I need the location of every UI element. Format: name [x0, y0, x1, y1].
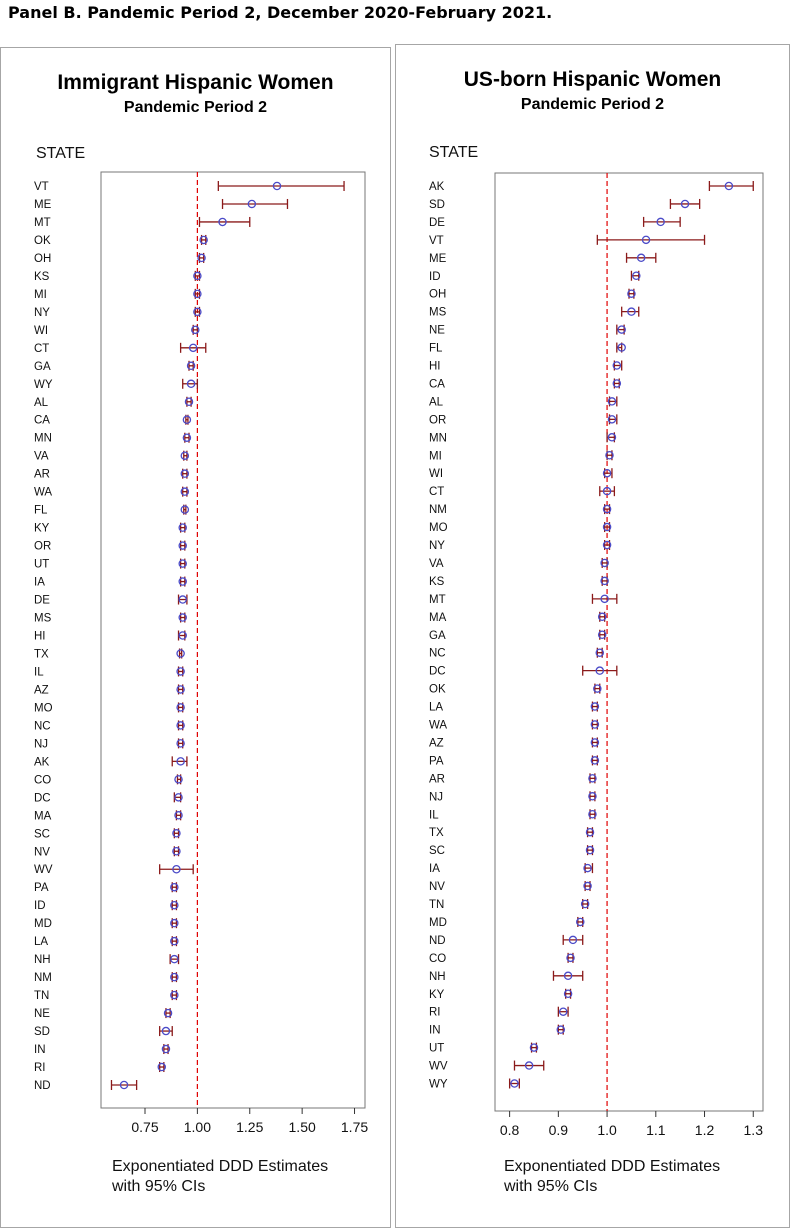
- state-label-or: OR: [429, 414, 447, 427]
- state-label-co: CO: [34, 774, 52, 787]
- state-label-dc: DC: [429, 665, 446, 678]
- state-label-tn: TN: [34, 990, 50, 1003]
- x-tick-label: 1.1: [646, 1122, 666, 1138]
- state-label-tn: TN: [429, 899, 445, 911]
- state-label-ks: KS: [429, 575, 445, 588]
- state-label-mt: MT: [34, 216, 51, 229]
- chart-panel-immigrant: [0, 47, 391, 1228]
- state-label-wy: WY: [429, 1078, 448, 1091]
- state-label-md: MD: [34, 918, 52, 931]
- state-label-mn: MN: [429, 432, 447, 445]
- state-label-ne: NE: [429, 324, 445, 337]
- state-label-wv: WV: [34, 864, 53, 877]
- state-label-mo: MO: [34, 702, 53, 715]
- x-tick-label: 1.75: [340, 1119, 369, 1135]
- state-label-ct: CT: [34, 342, 50, 355]
- state-label-nm: NM: [429, 504, 447, 517]
- state-label-ut: UT: [34, 558, 50, 571]
- state-label-oh: OH: [34, 252, 52, 265]
- state-label-me: ME: [34, 198, 52, 211]
- state-label-ut: UT: [429, 1042, 445, 1055]
- state-label-vt: VT: [429, 234, 444, 247]
- x-axis-label: [504, 1157, 720, 1197]
- state-label-fl: FL: [429, 342, 443, 355]
- state-label-mi: MI: [34, 288, 47, 301]
- state-label-az: AZ: [34, 684, 49, 697]
- state-label-hi: HI: [34, 630, 46, 643]
- state-label-al: AL: [429, 396, 444, 409]
- state-label-co: CO: [429, 952, 447, 965]
- state-label-in: IN: [429, 1024, 441, 1037]
- state-label-ms: MS: [34, 612, 52, 625]
- state-label-nh: NH: [34, 954, 51, 967]
- state-label-me: ME: [429, 252, 447, 265]
- state-label-az: AZ: [429, 737, 444, 750]
- state-label-or: OR: [34, 540, 52, 553]
- state-label-ct: CT: [429, 486, 445, 499]
- chart-subtitle: Pandemic Period 2: [123, 99, 268, 116]
- state-label-ks: KS: [34, 270, 50, 283]
- state-label-ok: OK: [429, 683, 446, 696]
- state-label-la: LA: [34, 936, 49, 949]
- state-label-ca: CA: [429, 378, 445, 391]
- state-label-in: IN: [34, 1044, 46, 1057]
- state-label-ma: MA: [34, 810, 52, 823]
- state-label-hi: HI: [429, 360, 441, 373]
- state-label-ms: MS: [429, 306, 447, 319]
- chart-panel-usborn: [395, 44, 790, 1228]
- state-label-de: DE: [34, 594, 50, 607]
- state-label-ri: RI: [429, 1006, 441, 1019]
- state-label-ak: AK: [429, 181, 445, 193]
- state-label-la: LA: [429, 701, 444, 714]
- state-label-sc: SC: [429, 845, 445, 858]
- state-label-vt: VT: [34, 181, 49, 193]
- state-label-ia: IA: [429, 863, 440, 876]
- state-label-oh: OH: [429, 288, 447, 301]
- x-axis-label-line1: Exponentiated DDD Estimates: [504, 1158, 721, 1175]
- state-label-wy: WY: [34, 378, 53, 391]
- state-label-pa: PA: [34, 882, 49, 895]
- x-tick-label: 0.9: [548, 1122, 569, 1138]
- state-label-nj: NJ: [429, 791, 444, 804]
- state-label-tx: TX: [429, 827, 444, 840]
- state-label-wa: WA: [429, 719, 448, 732]
- x-axis-label-line2: with 95% CIs: [504, 1178, 598, 1195]
- state-label-md: MD: [429, 916, 447, 929]
- state-label-sd: SD: [34, 1026, 50, 1039]
- state-label-mo: MO: [429, 522, 448, 535]
- state-label-mn: MN: [34, 432, 52, 445]
- forest-plot-usborn: [396, 45, 790, 1229]
- state-label-nd: ND: [429, 934, 446, 947]
- category-axis-label: STATE: [36, 145, 86, 162]
- state-label-ny: NY: [429, 540, 445, 552]
- state-label-ky: KY: [429, 988, 445, 1001]
- state-label-nd: ND: [34, 1080, 51, 1092]
- state-label-fl: FL: [34, 504, 48, 517]
- state-label-mi: MI: [429, 450, 442, 463]
- state-label-ar: AR: [429, 773, 445, 786]
- state-label-nc: NC: [34, 720, 51, 733]
- x-tick-label: 0.8: [499, 1122, 520, 1138]
- state-label-nm: NM: [34, 972, 52, 985]
- state-label-ga: GA: [34, 360, 51, 373]
- state-label-ca: CA: [34, 414, 50, 427]
- state-label-nv: NV: [34, 846, 50, 859]
- x-axis-label-line2: with 95% CIs: [112, 1178, 206, 1195]
- state-label-ny: NY: [34, 306, 50, 319]
- state-label-wi: WI: [34, 324, 49, 337]
- x-tick-label: 0.75: [131, 1119, 159, 1135]
- x-tick-label: 1.25: [236, 1119, 264, 1135]
- page-heading: Panel B. Pandemic Period 2, December 2020-February 2021.: [8, 3, 553, 22]
- state-label-ak: AK: [34, 756, 50, 769]
- state-label-ia: IA: [34, 576, 45, 589]
- state-label-wa: WA: [34, 486, 53, 499]
- state-label-va: VA: [34, 450, 49, 463]
- x-axis-label: [112, 1157, 328, 1197]
- forest-plot-immigrant: [1, 48, 392, 1229]
- state-label-al: AL: [34, 396, 49, 409]
- plot-frame: [101, 172, 365, 1108]
- state-label-nc: NC: [429, 647, 446, 660]
- x-tick-label: 1.00: [183, 1119, 212, 1135]
- x-axis-label-line1: Exponentiated DDD Estimates: [112, 1158, 329, 1175]
- state-label-de: DE: [429, 216, 445, 229]
- state-label-id: ID: [34, 900, 46, 913]
- x-tick-label: 1.0: [597, 1122, 617, 1138]
- state-label-wi: WI: [429, 468, 444, 481]
- state-label-sd: SD: [429, 198, 445, 211]
- chart-title: Immigrant Hispanic Women: [57, 71, 334, 94]
- x-tick-label: 1.2: [694, 1122, 715, 1138]
- state-label-va: VA: [429, 557, 444, 570]
- state-label-ri: RI: [34, 1062, 46, 1075]
- state-label-ar: AR: [34, 468, 50, 481]
- state-label-pa: PA: [429, 755, 444, 768]
- x-tick-label: 1.3: [743, 1122, 763, 1138]
- chart-title: US-born Hispanic Women: [463, 68, 722, 91]
- state-label-nj: NJ: [34, 738, 49, 751]
- state-label-ky: KY: [34, 522, 50, 535]
- chart-subtitle: Pandemic Period 2: [520, 96, 665, 113]
- category-axis-label: STATE: [429, 144, 479, 161]
- state-label-il: IL: [429, 809, 439, 822]
- state-label-mt: MT: [429, 593, 446, 606]
- state-label-sc: SC: [34, 828, 50, 841]
- state-label-id: ID: [429, 270, 441, 283]
- state-label-dc: DC: [34, 792, 51, 805]
- state-label-il: IL: [34, 666, 44, 679]
- state-label-nh: NH: [429, 970, 446, 983]
- state-label-ok: OK: [34, 234, 51, 247]
- x-tick-label: 1.50: [288, 1119, 316, 1135]
- state-label-ne: NE: [34, 1008, 50, 1021]
- state-label-tx: TX: [34, 648, 49, 661]
- state-label-nv: NV: [429, 881, 445, 894]
- state-label-ma: MA: [429, 611, 447, 624]
- state-label-wv: WV: [429, 1060, 448, 1073]
- state-label-ga: GA: [429, 629, 446, 642]
